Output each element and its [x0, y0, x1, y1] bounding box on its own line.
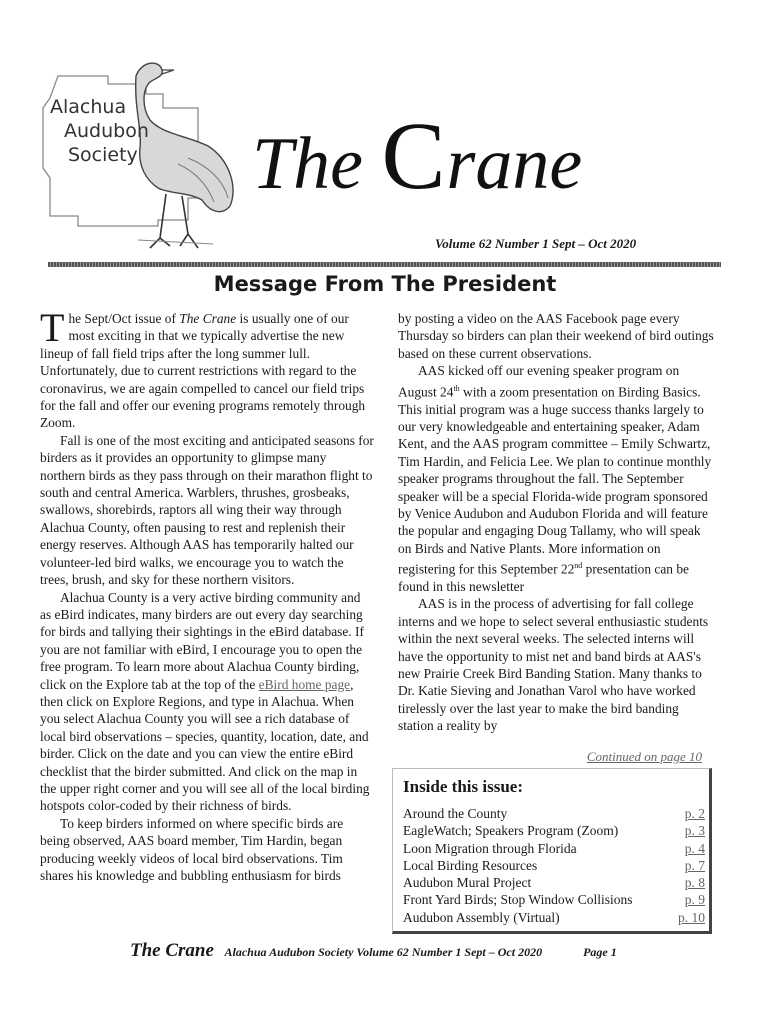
right-p2-post: presentation can be found in this newsletter	[398, 561, 689, 595]
item-label: Local Birding Resources	[403, 857, 538, 873]
item-label: Front Yard Birds; Stop Window Collisions	[403, 892, 633, 908]
page-link[interactable]: p. 7	[684, 857, 705, 873]
page-link[interactable]: p. 9	[684, 892, 705, 908]
right-paragraph-2	[398, 362, 716, 595]
inside-this-issue-box	[392, 768, 712, 934]
footer-page: Page 1	[583, 945, 617, 959]
left-paragraph-1	[40, 305, 374, 432]
drop-cap: T	[40, 305, 65, 350]
left-paragraph-4: To keep birders informed on where specific birds are being observed, AAS board member, Tim Hardin, began producing weekly videos of local bird observations. Tim shares his knowledge and bubbling enthusiasm for birds	[40, 815, 344, 883]
footer-text: Alachua Audubon Society Volume 62 Number 1 Sept – Oct 2020	[224, 945, 543, 959]
right-p2-sup: th	[453, 383, 460, 393]
item-label: Audubon Mural Project	[403, 875, 532, 891]
list-item	[403, 891, 705, 908]
right-paragraph-3: AAS is in the process of advertising for fall college interns and we hope to select several enthusiastic students within the next several weeks. The selected interns will have the opportunity to mist net and band birds at AAS's new Prairie Creek Bird Banding Station. Many thanks to Dr. Katie Sieving and Jonathan Varol who have worked tirelessly over the last year to make the bird banding station a reality by	[398, 596, 709, 734]
right-paragraph-1: by posting a video on the AAS Facebook page every Thursday so birders can plan their weekend of bird outings based on these current observations.	[398, 311, 714, 361]
page-link[interactable]: p. 8	[684, 875, 705, 891]
item-label: Around the County	[403, 806, 508, 821]
newsletter-title	[252, 102, 583, 209]
list-item	[403, 822, 705, 839]
ebird-home-link[interactable]: eBird home page	[258, 676, 351, 692]
list-item	[403, 874, 705, 891]
org-name-line1: Alachua	[50, 96, 127, 118]
title-the: The	[252, 123, 363, 205]
right-column	[398, 310, 716, 735]
left-paragraph-2: Fall is one of the most exciting and anticipated seasons for birders as it provides an opportunity to glimpse many northern birds as they pass through on their marathon flight to south and central America. Warblers, thrushes, grosbeaks, swallows, shorebirds, raptors all wing their way through Alachua County, often pausing to rest and replenish their energy reserves. Although AAS has temporarily halted our volunteer-led bird walks, we encourage you to watch the trees, brush, and sky for these northern visitors.	[40, 432, 374, 588]
inside-title: Inside this issue:	[403, 777, 523, 796]
left-column	[40, 305, 374, 884]
list-item	[403, 909, 705, 926]
left-p1-em: The Crane	[179, 311, 237, 326]
item-label: Loon Migration through Florida	[403, 840, 577, 856]
page-link[interactable]: p. 4	[684, 840, 705, 856]
footer-title: The Crane	[130, 940, 214, 961]
list-item	[403, 840, 705, 857]
page-footer	[130, 940, 617, 962]
right-p2-pre: AAS kicked off our evening speaker program on August 24	[398, 363, 680, 400]
inside-list	[403, 805, 705, 926]
title-c: C	[381, 102, 447, 209]
article-headline: Message From The President	[213, 272, 557, 296]
left-p3-pre: Alachua County is a very active birding community and as eBird indicates, many birders are out every day searching for birds and tallying their sightings in the eBird database. If you are not familiar with eBird, I encourage you to open the free program. To learn more about Alachua County birding, click on the Explore tab at the top of the	[40, 589, 364, 692]
header-divider	[48, 262, 721, 267]
list-item	[403, 857, 705, 874]
left-paragraph-3	[40, 589, 374, 815]
org-name-line2: Audubon	[64, 120, 149, 142]
page-link[interactable]: p. 10	[678, 909, 705, 925]
list-item	[403, 805, 705, 822]
continued-link[interactable]: Continued on page 10	[586, 749, 702, 764]
page-link[interactable]: p. 2	[684, 806, 705, 821]
item-label: EagleWatch; Speakers Program (Zoom)	[403, 823, 619, 839]
left-p1-pre: he Sept/Oct issue of	[68, 311, 180, 326]
right-p2-mid: with a zoom presentation on Birding Basics. This initial program was a huge success thanks largely to our very knowledgeable and entertaining speaker, Adam Kent, and the AAS program committee – Emily Schwartz, Tim Hardin, and Felicia Lee. We plan to continue monthly speaker programs throughout the fall. The September speaker will be a special Florida-wide program sponsored by Venice Audubon and Audubon Florida and will feature the popular and engaging Doug Tallamy, who will speak on Birds and Native Plants. More information on registering for this September 22	[398, 384, 712, 577]
right-p2-sup2: nd	[574, 561, 583, 571]
org-name	[50, 95, 170, 167]
volume-line: Volume 62 Number 1 Sept – Oct 2020	[435, 236, 637, 251]
left-p3-post: , then click on Explore Regions, and type in Alachua. When you select Alachua County you will see a rich database of local bird observations – species, quantity, location, date, and birder. Click on the date and you can view the entire eBird checklist that the birder submitted. And click on the map in the upper right corner and you will see all of the local birding hotspots color-coded by their richness of birds.	[40, 676, 370, 814]
left-p1-post: is usually one of our most exciting in that we typically advertise the new lineup of fall field trips after the long summer lull. Unfortunately, due to current restrictions with regard to the coronavirus, we are again compelled to cancel our field trips for the fall and offer our evening programs remotely through Zoom.	[40, 311, 366, 431]
item-label: Audubon Assembly (Virtual)	[403, 909, 560, 925]
page-link[interactable]: p. 3	[684, 823, 705, 839]
org-name-line3: Society	[68, 144, 138, 166]
title-rest: rane	[446, 123, 583, 205]
